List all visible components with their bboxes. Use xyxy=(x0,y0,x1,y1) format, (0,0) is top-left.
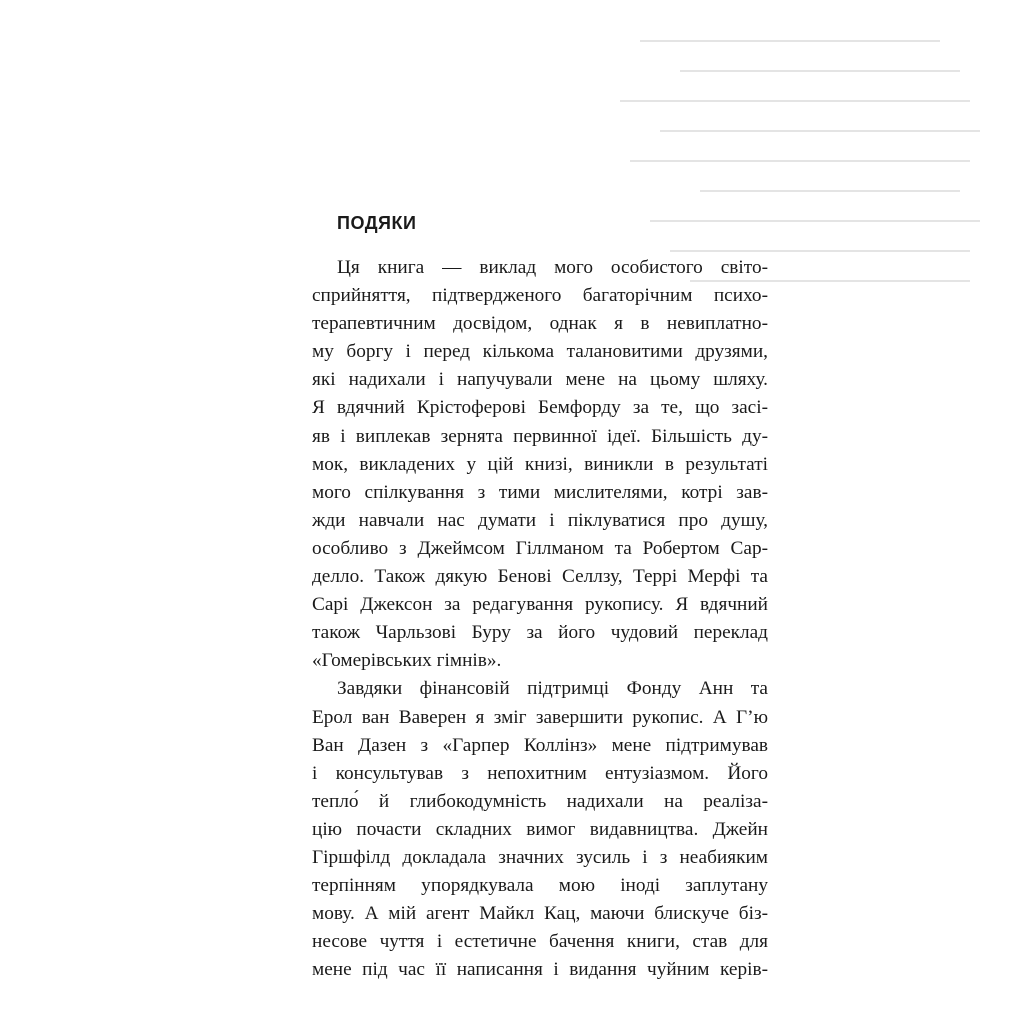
text-line: Сарі Джексон за редагування рукопису. Я вдячний xyxy=(312,594,768,616)
text-line: яв і виплекав зернята первинної ідеї. Більшість ду- xyxy=(312,425,768,447)
text-line: терпінням упорядкувала мою іноді заплутану xyxy=(312,875,768,897)
text-line: особливо з Джеймсом Гіллманом та Робертом Сар- xyxy=(312,537,768,559)
text-line: Ерол ван Ваверен я зміг завершити рукопис. А Гʼю xyxy=(312,706,768,728)
text-line: також Чарльзові Буру за його чудовий переклад xyxy=(312,622,768,644)
text-line: мого спілкування з тими мислителями, котрі зав- xyxy=(312,481,768,503)
text-line: які надихали і напучували мене на цьому шляху. xyxy=(312,369,768,391)
text-line: делло. Також дякую Бенові Селлзу, Террі Мерфі та xyxy=(312,566,768,588)
page-title: ПОДЯКИ xyxy=(337,213,417,233)
text-line: тепло́ й глибокодумність надихали на реаліза- xyxy=(312,790,768,812)
text-line: мову. А мій агент Майкл Кац, маючи блискуче біз- xyxy=(312,903,768,925)
text-line: Ван Дазен з «Гарпер Коллінз» мене підтримував xyxy=(312,734,768,756)
text-line: і консультував з непохитним ентузіазмом. Його xyxy=(312,762,768,784)
text-line: сприйняття, підтвердженого багаторічним психо- xyxy=(312,285,768,307)
text-line: му боргу і перед кількома талановитими друзями, xyxy=(312,341,768,363)
text-line: несове чуття і естетичне бачення книги, став для xyxy=(312,931,768,953)
text-line: жди навчали нас думати і піклуватися про душу, xyxy=(312,509,768,531)
text-line: Гіршфілд докладала значних зусиль і з неабияким xyxy=(312,846,768,868)
text-line: Ця книга — виклад мого особистого світо- xyxy=(337,257,768,278)
text-line: Я вдячний Крістоферові Бемфорду за те, що засі- xyxy=(312,397,768,419)
text-line: «Гомерівських гімнів». xyxy=(312,650,502,672)
body-text xyxy=(312,254,768,984)
book-page xyxy=(312,206,768,984)
text-line: цію почасти складних вимог видавництва. Джейн xyxy=(312,818,768,840)
text-line: терапевтичним досвідом, однак я в невиплатно- xyxy=(312,313,768,335)
text-line: мене під час її написання і видання чуйним керів- xyxy=(312,959,768,981)
text-line: мок, викладених у цій книзі, виникли в результаті xyxy=(312,453,768,475)
text-line: Завдяки фінансовій підтримці Фонду Анн та xyxy=(337,678,768,700)
